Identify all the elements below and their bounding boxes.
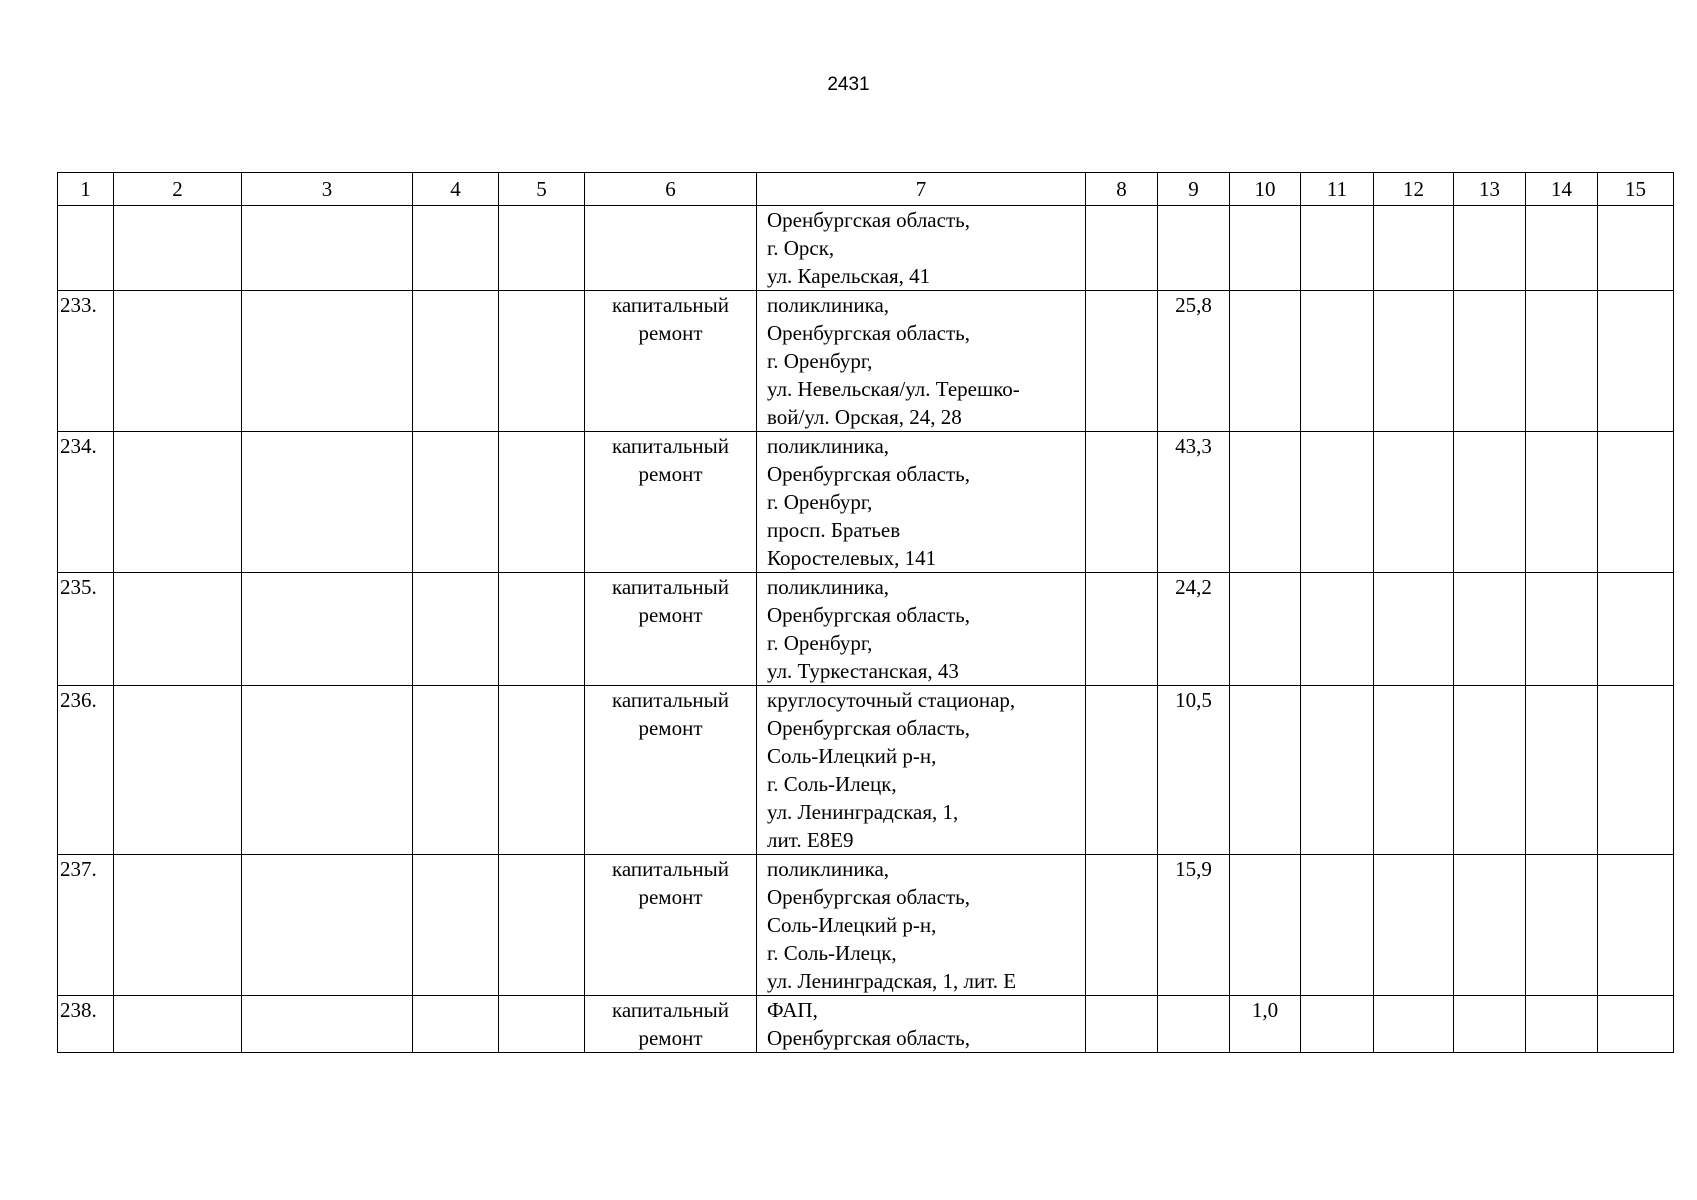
empty-cell <box>1301 291 1374 432</box>
address-line: ул. Туркестанская, 43 <box>767 659 959 683</box>
empty-cell <box>1374 686 1454 855</box>
empty-cell <box>1454 573 1526 686</box>
object-address-cell <box>757 206 1086 291</box>
work-type-line: капитальный <box>612 575 729 599</box>
col-header: 10 <box>1230 173 1301 206</box>
object-address-cell <box>757 573 1086 686</box>
work-type-cell <box>585 855 757 996</box>
column-numbers-row <box>58 173 1674 206</box>
col9-value-cell <box>1158 996 1230 1053</box>
empty-cell <box>499 206 585 291</box>
empty-cell <box>413 206 499 291</box>
address-line: Оренбургская область, <box>767 1026 970 1050</box>
empty-cell <box>1086 291 1158 432</box>
empty-cell <box>1086 573 1158 686</box>
empty-cell <box>1374 206 1454 291</box>
col10-value-cell <box>1230 432 1301 573</box>
empty-cell <box>114 573 242 686</box>
empty-cell <box>1598 996 1674 1053</box>
empty-cell <box>1301 432 1374 573</box>
col9-value-cell: 10,5 <box>1158 686 1230 855</box>
empty-cell <box>499 686 585 855</box>
address-line: г. Орск, <box>767 236 835 260</box>
address-line: лит. Е8Е9 <box>767 828 854 852</box>
row-number-cell <box>58 206 114 291</box>
address-line: ул. Карельская, 41 <box>767 264 931 288</box>
col-header: 14 <box>1526 173 1598 206</box>
address-line: Оренбургская область, <box>767 208 970 232</box>
address-line: г. Соль-Илецк, <box>767 772 897 796</box>
empty-cell <box>1598 206 1674 291</box>
empty-cell <box>242 573 413 686</box>
address-line: Соль-Илецкий р-н, <box>767 913 937 937</box>
row-number-cell: 236. <box>58 686 114 855</box>
empty-cell <box>1374 573 1454 686</box>
empty-cell <box>114 291 242 432</box>
work-type-cell <box>585 686 757 855</box>
col10-value-cell <box>1230 686 1301 855</box>
address-line: Оренбургская область, <box>767 885 970 909</box>
empty-cell <box>1301 206 1374 291</box>
empty-cell <box>1301 686 1374 855</box>
empty-cell <box>1598 432 1674 573</box>
empty-cell <box>413 686 499 855</box>
col10-value-cell <box>1230 573 1301 686</box>
empty-cell <box>499 432 585 573</box>
object-address-cell <box>757 291 1086 432</box>
empty-cell <box>242 686 413 855</box>
empty-cell <box>413 996 499 1053</box>
empty-cell <box>1086 432 1158 573</box>
col-header: 9 <box>1158 173 1230 206</box>
address-line: поликлиника, <box>767 434 890 458</box>
address-line: поликлиника, <box>767 575 890 599</box>
address-line: Оренбургская область, <box>767 716 970 740</box>
empty-cell <box>1454 996 1526 1053</box>
work-type-line: капитальный <box>612 998 729 1022</box>
empty-cell <box>1086 996 1158 1053</box>
work-type-line: капитальный <box>612 857 729 881</box>
empty-cell <box>114 686 242 855</box>
empty-cell <box>1086 686 1158 855</box>
col-header: 1 <box>58 173 114 206</box>
address-line: ФАП, <box>767 998 818 1022</box>
empty-cell <box>1454 686 1526 855</box>
work-type-line: капитальный <box>612 688 729 712</box>
address-line: ул. Невельская/ул. Терешко- <box>767 377 1020 401</box>
address-line: поликлиника, <box>767 857 890 881</box>
col-header: 13 <box>1454 173 1526 206</box>
object-address-cell <box>757 996 1086 1053</box>
empty-cell <box>242 206 413 291</box>
col-header: 12 <box>1374 173 1454 206</box>
empty-cell <box>1374 855 1454 996</box>
address-line: Соль-Илецкий р-н, <box>767 744 937 768</box>
address-line: г. Соль-Илецк, <box>767 941 897 965</box>
address-line: Оренбургская область, <box>767 603 970 627</box>
empty-cell <box>499 855 585 996</box>
row-number-cell: 238. <box>58 996 114 1053</box>
empty-cell <box>1086 855 1158 996</box>
work-type-cell <box>585 291 757 432</box>
work-type-line: капитальный <box>612 434 729 458</box>
col-header: 2 <box>114 173 242 206</box>
empty-cell <box>1526 291 1598 432</box>
col-header: 3 <box>242 173 413 206</box>
table-row <box>58 206 1674 291</box>
empty-cell <box>1454 432 1526 573</box>
col9-value-cell: 24,2 <box>1158 573 1230 686</box>
col-header: 6 <box>585 173 757 206</box>
empty-cell <box>1526 686 1598 855</box>
empty-cell <box>1526 855 1598 996</box>
row-number-cell: 235. <box>58 573 114 686</box>
row-number-cell: 234. <box>58 432 114 573</box>
table-row <box>58 291 1674 432</box>
table-row <box>58 855 1674 996</box>
col9-value-cell: 15,9 <box>1158 855 1230 996</box>
empty-cell <box>242 855 413 996</box>
empty-cell <box>1301 855 1374 996</box>
empty-cell <box>1526 573 1598 686</box>
empty-cell <box>114 855 242 996</box>
object-address-cell <box>757 855 1086 996</box>
empty-cell <box>1374 996 1454 1053</box>
col-header: 15 <box>1598 173 1674 206</box>
work-type-line: ремонт <box>638 462 703 486</box>
col-header: 7 <box>757 173 1086 206</box>
col10-value-cell: 1,0 <box>1230 996 1301 1053</box>
work-type-cell <box>585 432 757 573</box>
empty-cell <box>1598 573 1674 686</box>
address-line: ул. Ленинградская, 1, лит. Е <box>767 969 1017 993</box>
row-number-cell: 237. <box>58 855 114 996</box>
address-line: поликлиника, <box>767 293 890 317</box>
empty-cell <box>1301 996 1374 1053</box>
empty-cell <box>242 291 413 432</box>
empty-cell <box>114 996 242 1053</box>
col9-value-cell: 25,8 <box>1158 291 1230 432</box>
col10-value-cell <box>1230 291 1301 432</box>
empty-cell <box>1301 573 1374 686</box>
empty-cell <box>1526 206 1598 291</box>
table-row <box>58 686 1674 855</box>
address-line: ул. Ленинградская, 1, <box>767 800 959 824</box>
empty-cell <box>1526 432 1598 573</box>
object-address-cell <box>757 432 1086 573</box>
address-line: вой/ул. Орская, 24, 28 <box>767 405 962 429</box>
empty-cell <box>1598 291 1674 432</box>
work-type-line: ремонт <box>638 1026 703 1050</box>
object-address-cell <box>757 686 1086 855</box>
address-line: просп. Братьев <box>767 518 901 542</box>
address-line: Коростелевых, 141 <box>767 546 937 570</box>
empty-cell <box>499 573 585 686</box>
work-type-line: ремонт <box>638 603 703 627</box>
address-line: круглосуточный стационар, <box>767 688 1016 712</box>
empty-cell <box>499 996 585 1053</box>
work-type-line: ремонт <box>638 885 703 909</box>
table-row <box>58 432 1674 573</box>
empty-cell <box>1454 291 1526 432</box>
address-line: Оренбургская область, <box>767 321 970 345</box>
empty-cell <box>114 432 242 573</box>
objects-table <box>57 172 1674 1053</box>
page-number: 2431 <box>827 74 870 95</box>
address-line: Оренбургская область, <box>767 462 970 486</box>
empty-cell <box>1086 206 1158 291</box>
work-type-line: капитальный <box>612 293 729 317</box>
work-type-cell <box>585 206 757 291</box>
col9-value-cell: 43,3 <box>1158 432 1230 573</box>
empty-cell <box>1454 206 1526 291</box>
col-header: 5 <box>499 173 585 206</box>
address-line: г. Оренбург, <box>767 349 873 373</box>
table-row <box>58 996 1674 1053</box>
empty-cell <box>413 291 499 432</box>
address-line: г. Оренбург, <box>767 490 873 514</box>
table-row <box>58 573 1674 686</box>
empty-cell <box>499 291 585 432</box>
empty-cell <box>1598 855 1674 996</box>
empty-cell <box>413 573 499 686</box>
col-header: 11 <box>1301 173 1374 206</box>
empty-cell <box>242 432 413 573</box>
work-type-cell <box>585 996 757 1053</box>
col-header: 8 <box>1086 173 1158 206</box>
address-line: г. Оренбург, <box>767 631 873 655</box>
work-type-cell <box>585 573 757 686</box>
col10-value-cell <box>1230 206 1301 291</box>
empty-cell <box>1374 291 1454 432</box>
empty-cell <box>1454 855 1526 996</box>
empty-cell <box>1598 686 1674 855</box>
row-number-cell: 233. <box>58 291 114 432</box>
work-type-line: ремонт <box>638 321 703 345</box>
empty-cell <box>413 432 499 573</box>
col9-value-cell <box>1158 206 1230 291</box>
empty-cell <box>114 206 242 291</box>
col-header: 4 <box>413 173 499 206</box>
empty-cell <box>1374 432 1454 573</box>
empty-cell <box>413 855 499 996</box>
empty-cell <box>1526 996 1598 1053</box>
col10-value-cell <box>1230 855 1301 996</box>
work-type-line: ремонт <box>638 716 703 740</box>
empty-cell <box>242 996 413 1053</box>
